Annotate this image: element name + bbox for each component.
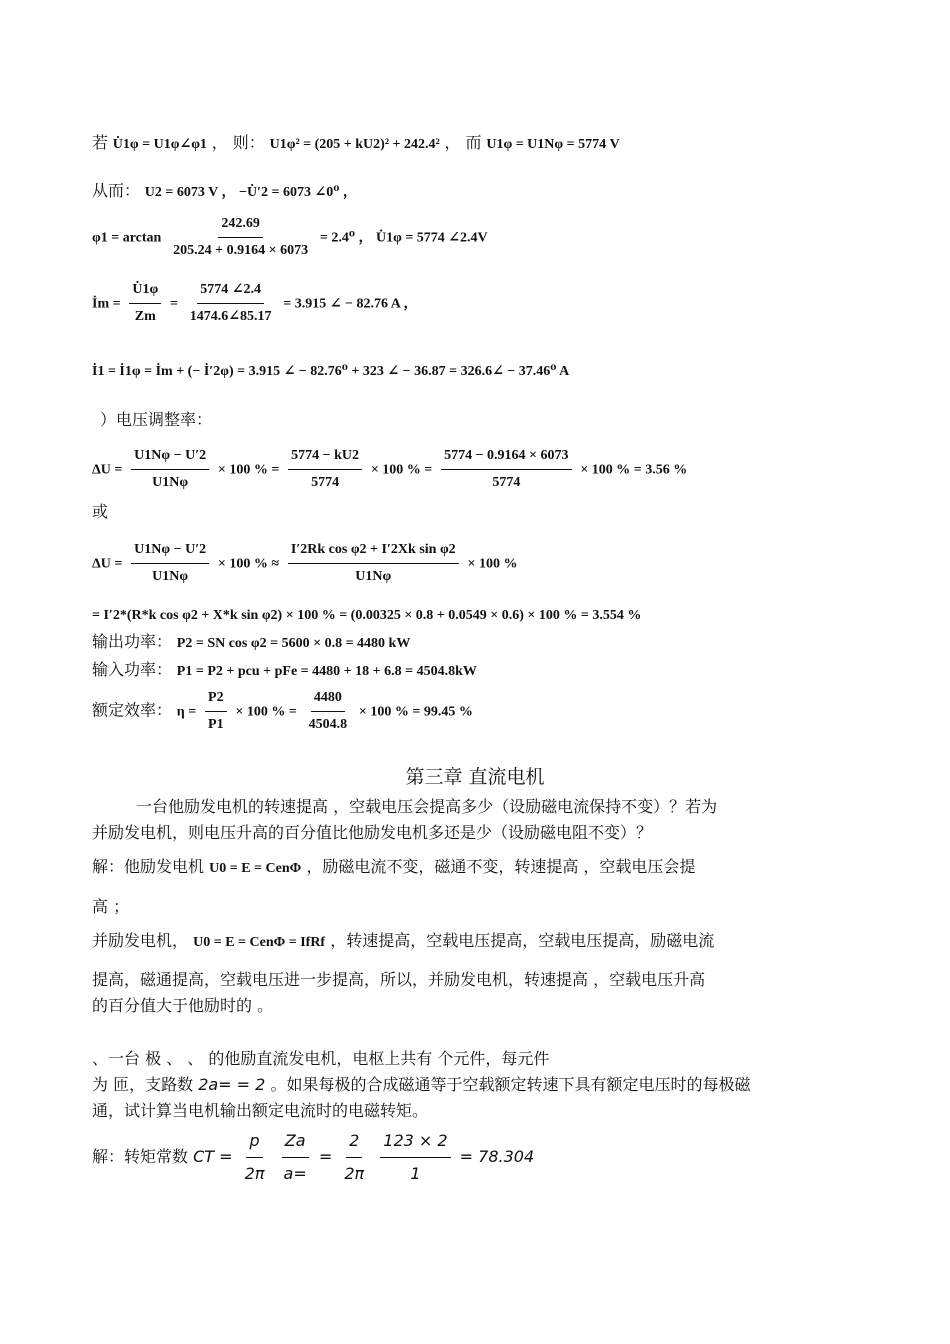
fraction-numerator: 2 (346, 1128, 362, 1158)
question-2-line-3: 通，试计算当电机输出额定电流时的电磁转矩。 (92, 1101, 429, 1120)
fraction (170, 214, 311, 261)
text: 解：转矩常数 (92, 1147, 189, 1166)
fraction-denominator: U1Nφ (152, 475, 189, 490)
fraction-denominator: 1474.6∠85.17 (189, 309, 272, 324)
equation-line-9 (92, 540, 517, 587)
answer-3-line (92, 1128, 860, 1187)
equation: × 100 % ≈ (217, 556, 280, 572)
output-power-line (92, 632, 410, 654)
fraction (441, 446, 571, 493)
equation: U̇1φ = U1φ∠φ1 (112, 137, 207, 152)
label-efficiency: 额定效率： (92, 700, 173, 720)
equation-line-7 (92, 446, 687, 493)
text: 并励发电机， (92, 931, 189, 950)
text: 。如果每极的合成磁通等于空载额定转速下具有额定电压时的每极磁 (270, 1075, 751, 1094)
text: 解：他励发电机 (92, 857, 205, 876)
fraction-denominator: 5774 (492, 475, 521, 490)
equation: İ1 = İ1φ = İm + (− İ′2φ) = 3.915 ∠ − 82.76⁰ + 323 ∠ − 36.87 = 326.6∠ − 37.46⁰ A (92, 364, 570, 379)
label-output-power: 输出功率： (92, 632, 173, 651)
equation: × 100 % = (370, 462, 433, 478)
equation-line-3 (92, 214, 488, 261)
equation: φ1 = arctan (92, 230, 162, 246)
equation-line-1 (92, 133, 620, 155)
fraction-denominator: Zm (134, 309, 156, 324)
chapter-title: 第三章 直流电机 (405, 766, 545, 788)
fraction (129, 280, 161, 327)
fraction-numerator: 5774 ∠2.4 (197, 280, 264, 304)
equation: U1φ² = (205 + kU2)² + 242.4² (269, 137, 440, 152)
equation: ΔU = (92, 462, 123, 478)
fraction (187, 280, 275, 327)
fraction-numerator: U1Nφ − U′2 (131, 446, 209, 470)
equation: P1 = P2 + pcu + pFe = 4480 + 18 + 6.8 = 4504.8kW (176, 664, 477, 679)
fraction-numerator: 5774 − 0.9164 × 6073 (441, 446, 571, 470)
fraction (131, 446, 209, 493)
equation: P2 = SN cos φ2 = 5600 × 0.8 = 4480 kW (176, 636, 411, 651)
fraction-denominator: U1Nφ (152, 569, 189, 584)
fraction-denominator: a= (283, 1164, 307, 1183)
fraction-numerator: U̇1φ (129, 280, 161, 304)
fraction-numerator: p (246, 1128, 262, 1158)
fraction (341, 1128, 367, 1187)
equation-line-5 (92, 360, 569, 382)
fraction-numerator: 123 × 2 (380, 1128, 450, 1158)
equation: = (318, 1147, 333, 1166)
question-2-line-1: 、一台 极 、 、 的他励直流发电机，电枢上共有 个元件，每元件 (92, 1049, 550, 1068)
text-prefix: 若 (92, 133, 109, 152)
equation-line-10 (92, 604, 641, 626)
efficiency-line (92, 688, 473, 735)
equation: U0 = E = CenΦ = IfRf (193, 935, 326, 950)
answer-1-line-2: 高 ； (92, 897, 130, 916)
or-label (92, 502, 108, 522)
equation: U1φ = U1Nφ = 5774 V (486, 137, 620, 152)
text: ，转速提高，空载电压提高，空载电压提高，励磁电流 (330, 931, 715, 950)
equation: × 100 % = 3.56 % (580, 462, 688, 478)
fraction-denominator: 4504.8 (308, 717, 348, 732)
fraction-denominator: 5774 (311, 475, 340, 490)
equation: × 100 % = 99.45 % (358, 704, 473, 720)
section-label (100, 410, 212, 430)
text-or: 或 (92, 502, 109, 521)
equation: = I′2*(R*k cos φ2 + X*k sin φ2) × 100 % = (0.00325 × 0.8 + 0.0549 × 0.6) × 100 % = 3.554 % (92, 608, 642, 623)
fraction (205, 688, 227, 735)
answer-2-line-2: 提高，磁通提高，空载电压进一步提高，所以，并励发电机，转速提高 ，空载电压升高 (92, 970, 706, 989)
question-2-line-2 (92, 1072, 860, 1098)
fraction-denominator: U1Nφ (355, 569, 392, 584)
label-input-power: 输入功率： (92, 660, 173, 679)
heading-text: ）电压调整率： (100, 410, 213, 429)
equation: İm = (92, 296, 121, 312)
equation: ΔU = (92, 556, 123, 572)
equation-line-2 (92, 181, 357, 203)
fraction-denominator: 1 (410, 1164, 421, 1183)
input-power-line (92, 660, 477, 682)
equation: U2 = 6073 V ， −U̇′2 = 6073 ∠0⁰ ， (144, 185, 357, 200)
fraction (242, 1128, 268, 1187)
fraction-numerator: I′2Rk cos φ2 + I′2Xk sin φ2 (288, 540, 459, 564)
answer-2-line-3: 的百分值大于他励时的 。 (92, 996, 274, 1015)
equation: = 3.915 ∠ − 82.76 A ， (283, 296, 418, 312)
fraction (288, 446, 362, 493)
fraction (281, 1128, 310, 1187)
equation-line-4 (92, 280, 418, 327)
fraction-numerator: U1Nφ − U′2 (131, 540, 209, 564)
text-connector: ， 则： (211, 133, 265, 152)
fraction-numerator: P2 (205, 688, 227, 712)
fraction-numerator: 4480 (311, 688, 345, 712)
fraction-denominator: 2π (244, 1164, 265, 1183)
text: ，励磁电流不变，磁通不变，转速提高 ，空载电压会提 (306, 857, 696, 876)
text-prefix: 从而： (92, 181, 141, 200)
equation: × 100 % = (217, 462, 280, 478)
fraction (380, 1128, 450, 1187)
equation: U0 = E = CenΦ (209, 861, 302, 876)
equation: × 100 % = (235, 704, 297, 720)
equation: × 100 % (467, 556, 518, 572)
question-1-line-1: 一台他励发电机的转速提高 ，空载电压会提高多少（设励磁电流保持不变）？若为 (136, 797, 718, 816)
fraction-denominator: 205.24 + 0.9164 × 6073 (173, 243, 309, 258)
fraction-denominator: P1 (208, 717, 224, 732)
equation: CT = (193, 1147, 233, 1166)
fraction-numerator: Za (282, 1128, 309, 1158)
text: 为 匝，支路数 (92, 1075, 194, 1094)
fraction (288, 540, 459, 587)
equation: η = (176, 704, 197, 720)
fraction (131, 540, 209, 587)
fraction (306, 688, 351, 735)
fraction-numerator: 242.69 (218, 214, 263, 238)
question-1-line-2: 并励发电机，则电压升高的百分值比他励发电机多还是少（设励磁电阻不变）？ (92, 823, 653, 842)
equation: 2a= = 2 (198, 1075, 266, 1094)
answer-2-line-1 (92, 928, 860, 956)
equation: = 78.304 (459, 1147, 535, 1166)
equation: = (170, 296, 178, 312)
fraction-denominator: 2π (344, 1164, 365, 1183)
equation: = 2.4⁰ ， U̇1φ = 5774 ∠2.4V (319, 230, 488, 246)
text-connector: ， 而 (444, 133, 482, 152)
fraction-numerator: 5774 − kU2 (288, 446, 362, 470)
answer-1-line-1 (92, 854, 860, 882)
